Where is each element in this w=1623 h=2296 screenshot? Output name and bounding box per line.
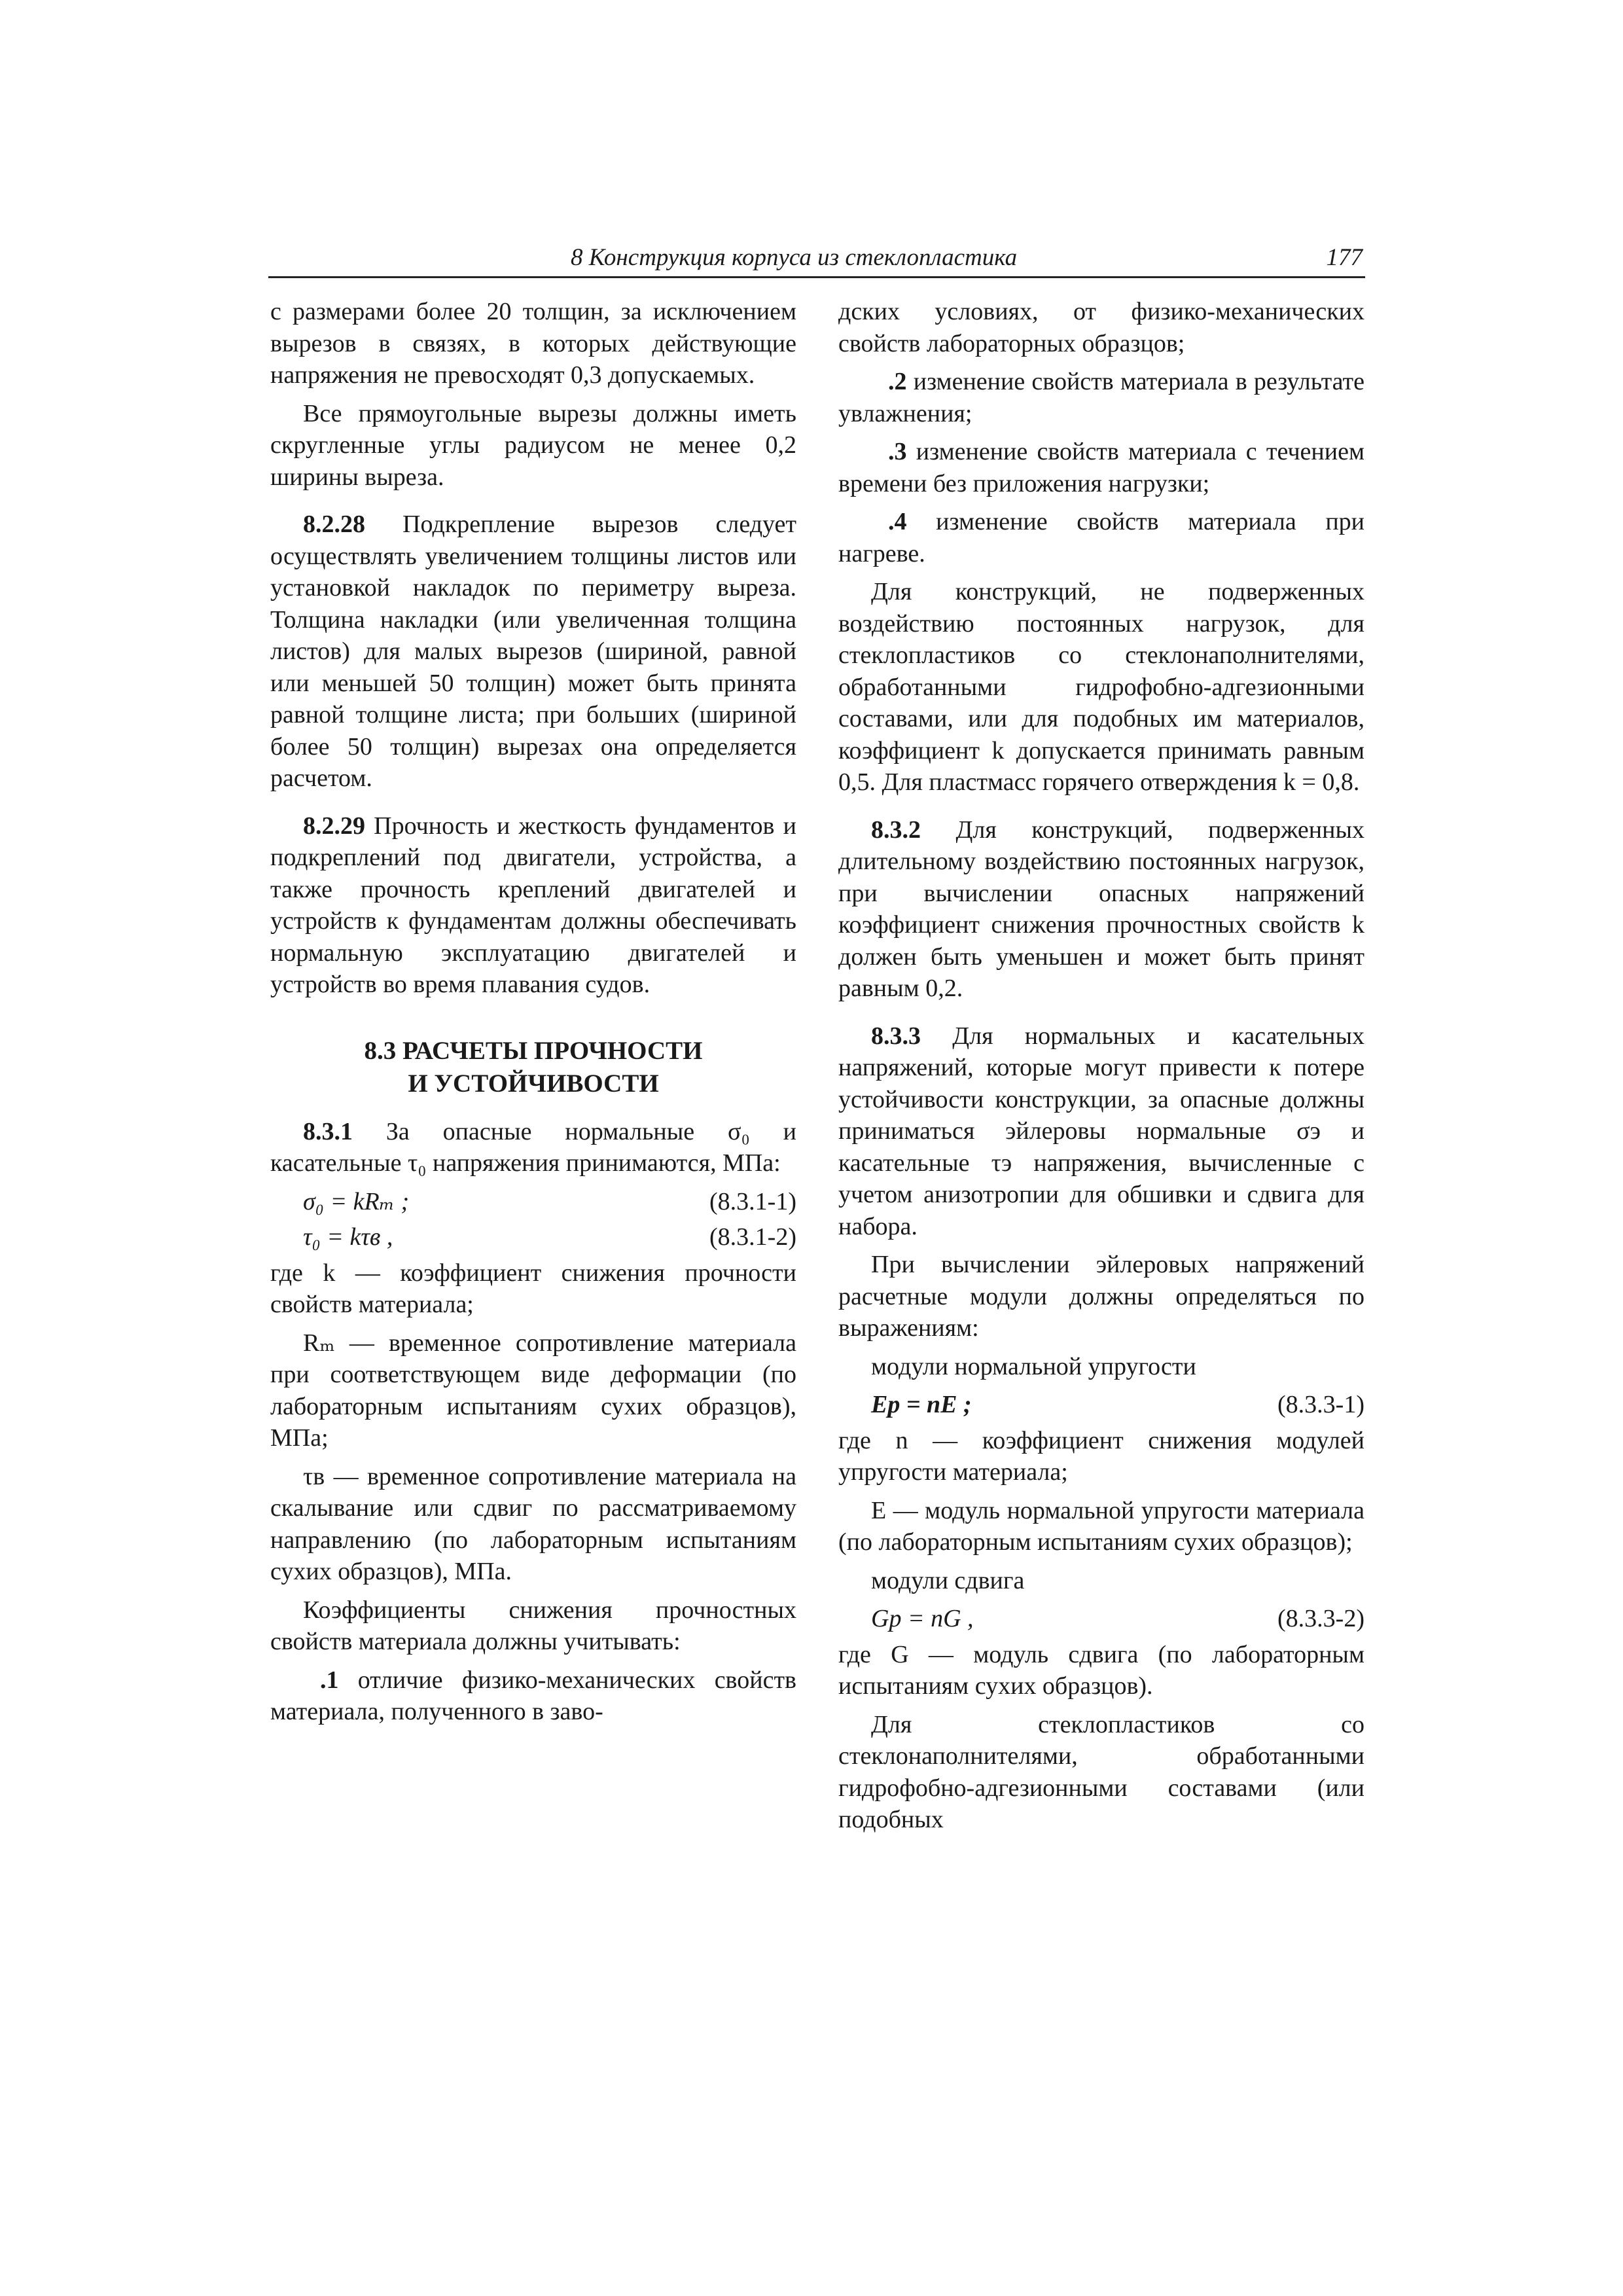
clause-number: 8.3.2 [871, 816, 921, 844]
heading-line: И УСТОЙЧИВОСТИ [408, 1069, 659, 1098]
equation [838, 1389, 1364, 1421]
equation-formula: σ₀ = kRₘ ; [303, 1187, 410, 1215]
list-item [838, 436, 1364, 499]
heading-line: 8.3 РАСЧЕТЫ ПРОЧНОСТИ [364, 1036, 703, 1065]
equation [838, 1603, 1364, 1635]
paragraph: дских условиях, от физико-механических свойств лабораторных образцов; [838, 298, 1364, 357]
equation-number: (8.3.1-2) [709, 1223, 796, 1251]
equation-formula: Eр = nE ; [871, 1391, 972, 1418]
clause-number: 8.2.28 [303, 511, 365, 538]
clause-text: Подкрепление вырезов следует осуществлять увеличением толщины листов или установкой накладок по периметру выреза. Толщина накладки (или увеличенная толщина листов) для малых вырезов (шириной, равной или меньшей 50 толщин) может быть принята равной толщине листа; при больших (шириной более 50 толщин) вырезах она определяется расчетом. [270, 511, 797, 792]
list-item [838, 366, 1364, 429]
item-number: .4 [888, 508, 907, 535]
paragraph: с размерами более 20 толщин, за исключением вырезов в связях, в которых действующие напряжения не превосходят 0,3 допускаемых. [270, 298, 796, 389]
paragraph: Для конструкций, не подверженных воздействию постоянных нагрузок, для стеклопластиков со стеклонаполнителями, обработанными гидрофобно-адгезионными составами, или для подобных им материалов, коэффициент k допускается принимать равным 0,5. Для пластмасс горячего отверждения k = 0,8. [838, 578, 1364, 796]
item-text: изменение свойств материала при нагреве. [838, 508, 1364, 567]
item-number: .3 [888, 438, 907, 465]
definition: Rₘ — временное сопротивление материала при соответствующем виде деформации (по лабораторным испытаниям сухих образцов), МПа; [270, 1329, 796, 1452]
clause-text: Для конструкций, подверженных длительному воздействию постоянных нагрузок, при вычислении опасных напряжений коэффициент снижения прочностных свойств k должен быть уменьшен и может быть принят равным 0,2. [838, 816, 1365, 1002]
list-item [270, 1664, 796, 1728]
equation [270, 1186, 796, 1218]
equation-number: (8.3.3-2) [1277, 1605, 1364, 1632]
item-number: .1 [320, 1666, 339, 1694]
item-text: отличие физико-механических свойств материала, полученного в заво- [270, 1666, 796, 1725]
right-column [838, 296, 1364, 1842]
paragraph: Для стеклопластиков со стеклонаполнителями, обработанными гидрофобно-адгезионными составами (или подобных [838, 1710, 1364, 1833]
running-header [268, 243, 1365, 278]
header-title: 8 Конструкция корпуса из стеклопластика [571, 244, 1018, 271]
clause-8-2-29 [270, 810, 796, 1001]
definition: где k — коэффициент снижения прочности свойств материала; [270, 1259, 796, 1318]
definition: где G — модуль сдвига (по лабораторным испытаниям сухих образцов). [838, 1640, 1364, 1700]
paragraph: При вычислении эйлеровых напряжений расчетные модули должны определяться по выражениям: [838, 1251, 1364, 1342]
clause-text: За опасные нормальные σ₀ и касательные τ₀ напряжения принимаются, МПа: [270, 1117, 796, 1177]
clause-8-2-28 [270, 509, 796, 795]
page-number: 177 [1326, 244, 1363, 271]
item-text: изменение свойств материала с течением времени без приложения нагрузки; [838, 438, 1365, 497]
clause-8-3-2 [838, 814, 1364, 1005]
clause-8-3-3 [838, 1020, 1364, 1243]
clause-number: 8.3.1 [303, 1117, 353, 1145]
paragraph: Все прямоугольные вырезы должны иметь скругленные углы радиусом не менее 0,2 ширины выреза. [270, 399, 796, 491]
definition: где n — коэффициент снижения модулей упругости материала; [838, 1426, 1364, 1486]
clause-number: 8.3.3 [871, 1022, 921, 1050]
equation-number: (8.3.1-1) [709, 1187, 796, 1215]
paragraph: модули нормальной упругости [871, 1352, 1196, 1380]
paragraph: модули сдвига [871, 1566, 1025, 1594]
equation-number: (8.3.3-1) [1277, 1391, 1364, 1418]
definition: τв — временное сопротивление материала на скалывание или сдвиг по рассматриваемому направлению (по лабораторным испытаниям сухих образцов), МПа. [270, 1462, 796, 1585]
equation-formula: Gр = nG , [871, 1605, 974, 1632]
clause-text: Прочность и жесткость фундаментов и подкреплений под двигатели, устройства, а также прочность креплений двигателей и устройств к фундаментам должны обеспечивать нормальную эксплуатацию двигателей и устройств во время плавания судов. [270, 812, 797, 998]
definition: E — модуль нормальной упругости материала (по лабораторным испытаниям сухих образцов); [838, 1496, 1364, 1556]
paragraph: Коэффициенты снижения прочностных свойств материала должны учитывать: [270, 1596, 796, 1655]
equation [270, 1221, 796, 1253]
item-number: .2 [888, 368, 907, 395]
list-item [838, 506, 1364, 569]
item-text: изменение свойств материала в результате увлажнения; [838, 368, 1365, 427]
clause-number: 8.2.29 [303, 812, 365, 840]
left-column [270, 296, 796, 1734]
clause-text: Для нормальных и касательных напряжений, которые могут привести к потере устойчивости конструкции, за опасные должны приниматься эйлеровы нормальные σэ и касательные τэ напряжения, вычисленные с учетом анизотропии для обшивки и сдвига для набора. [838, 1022, 1364, 1240]
clause-8-3-1 [270, 1116, 796, 1179]
section-heading [270, 1035, 796, 1100]
equation-formula: τ₀ = kτв , [303, 1223, 393, 1251]
